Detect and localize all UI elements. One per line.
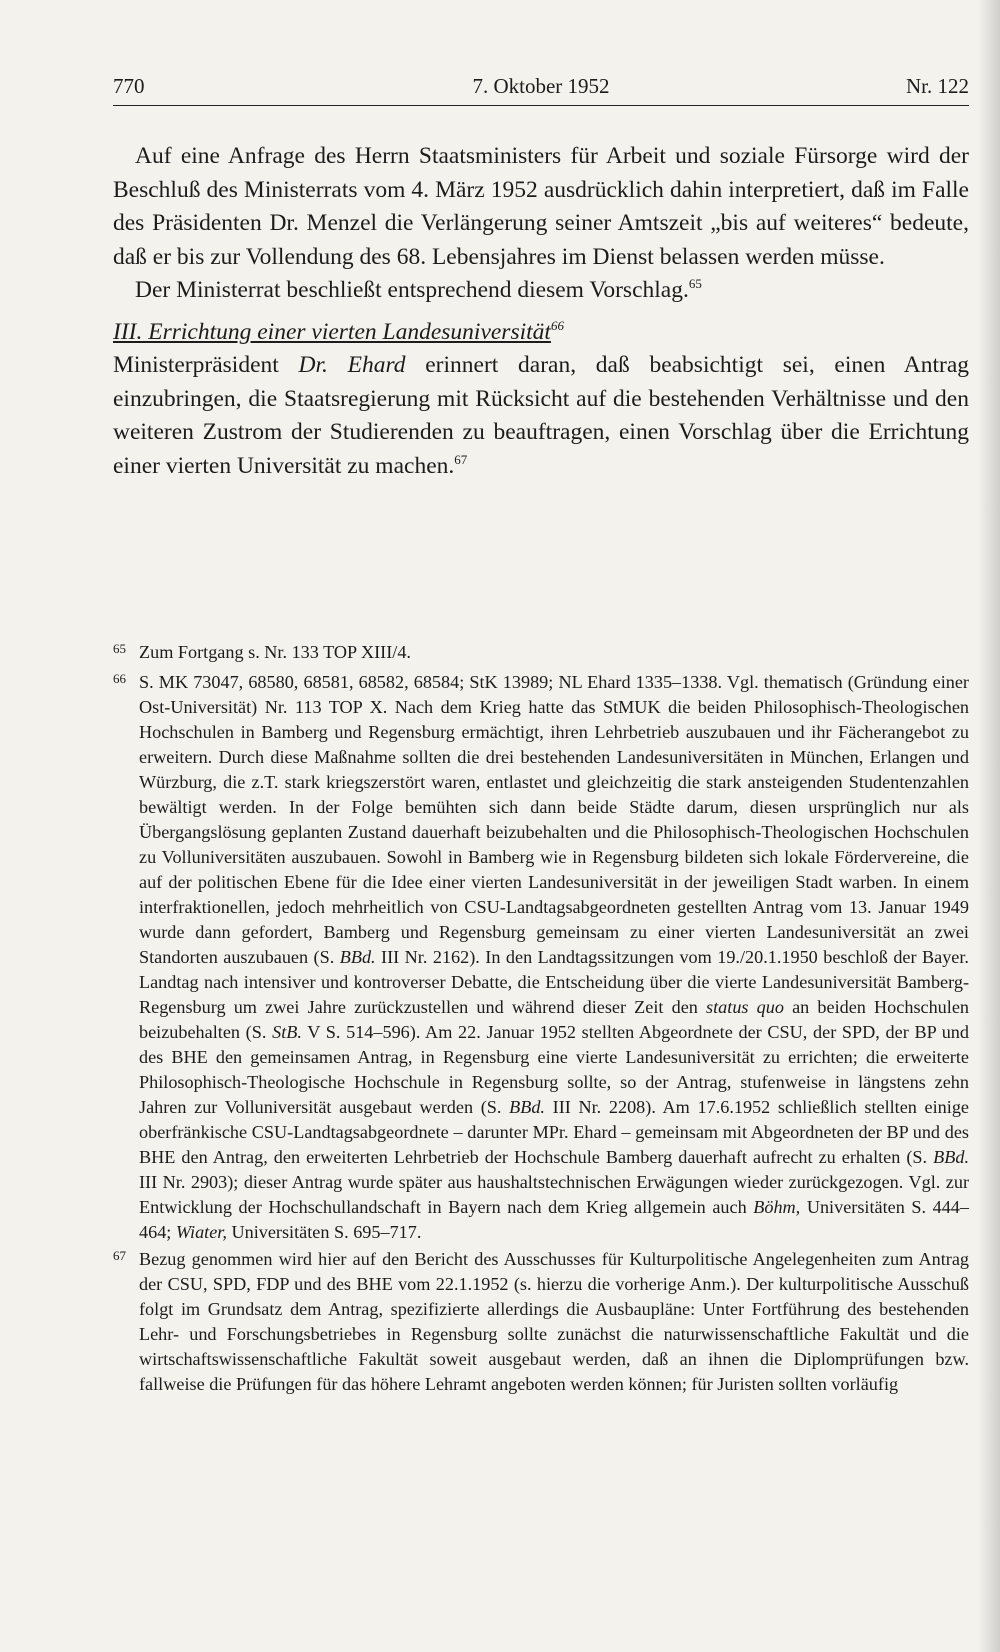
footnote-number: 66 bbox=[113, 671, 126, 686]
footnote-ref-65[interactable]: 65 bbox=[688, 276, 702, 292]
paragraph-ehard bbox=[113, 349, 969, 483]
paragraph-text: Der Ministerrat beschließt entsprechend diesem Vorschlag. bbox=[135, 277, 689, 303]
paragraph-beschluss bbox=[113, 274, 969, 308]
footnote-text: Universitäten S. 444–464; bbox=[139, 1197, 969, 1242]
footnote-number: 65 bbox=[113, 641, 126, 656]
person-name: Dr. Ehard bbox=[298, 352, 406, 378]
footnote-text: an beiden Hochschulen beizubehalten (S. bbox=[139, 997, 969, 1042]
footnote-italic: BBd. bbox=[339, 947, 376, 967]
footnote-italic: BBd. bbox=[933, 1147, 969, 1167]
running-header bbox=[113, 74, 969, 104]
footnote-text: Universitäten S. 695–717. bbox=[226, 1222, 422, 1242]
header-date: 7. Oktober 1952 bbox=[472, 74, 610, 98]
footnote-italic: status quo bbox=[706, 997, 784, 1017]
page-edge-shadow bbox=[978, 0, 1000, 1652]
footnotes bbox=[113, 640, 969, 1397]
page-number: 770 bbox=[113, 74, 145, 98]
footnote-number: 67 bbox=[113, 1248, 126, 1263]
paragraph-text: Auf eine Anfrage des Herrn Staatsministers für Arbeit und soziale Fürsorge wird der Beschluß des Ministerrats vom 4. März 1952 ausdrücklich dahin interpretiert, daß im Falle des Präsidenten Dr. Menzel die Verlängerung seiner Amtszeit „bis auf weiteres“ bedeute, daß er bis zur Vollendung des 68. Lebensjahres im Dienst belassen werden müsse. bbox=[113, 143, 969, 270]
footnote-text: III Nr. 2208). Am 17.6.1952 schließlich stellten einige oberfränkische CSU-Landtagsabgeordnete – darunter MPr. Ehard – gemeinsam mit Abgeordneten der BP und des BHE den Antrag, den erweiterten Lehrbetrieb der Hochschule Bamberg dauerhaft aufrecht zu erhalten (S. bbox=[139, 1097, 969, 1167]
footnote-65 bbox=[113, 640, 969, 665]
main-text bbox=[113, 140, 969, 483]
footnote-67 bbox=[113, 1247, 969, 1397]
section-heading-text: III. Errichtung einer vierten Landesuniversität bbox=[113, 318, 551, 345]
footnote-italic: Böhm, bbox=[753, 1197, 801, 1217]
paragraph-text: Ministerpräsident bbox=[113, 352, 299, 378]
footnote-italic: StB. bbox=[272, 1022, 302, 1042]
footnote-ref-66[interactable]: 66 bbox=[550, 317, 564, 333]
footnote-text: III Nr. 2903); dieser Antrag wurde später aus haushaltstechnischen Erwägungen wieder zurückgezogen. Vgl. zur Entwicklung der Hochschullandschaft in Bayern nach dem Krieg allgemein auch bbox=[139, 1172, 969, 1217]
header-rule bbox=[113, 105, 969, 106]
footnote-ref-67[interactable]: 67 bbox=[454, 451, 468, 467]
footnote-italic: Wiater, bbox=[175, 1222, 227, 1242]
paragraph-text: erinnert daran, daß beabsichtigt sei, einen Antrag einzubringen, die Staatsregierung mit Rücksicht auf die bestehenden Verhältnisse und den weiteren Zustrom der Studierenden zu beauftragen, einen Vorschlag über die Errichtung einer vierten Universität zu machen. bbox=[113, 352, 969, 479]
footnote-text: Zum Fortgang s. Nr. 133 TOP XIII/4. bbox=[139, 642, 411, 662]
paragraph-fuersorge bbox=[113, 140, 969, 274]
footnote-text: S. MK 73047, 68580, 68581, 68582, 68584; StK 13989; NL Ehard 1335–1338. Vgl. thematisch (Gründung einer Ost-Universität) Nr. 113 TOP X. Nach dem Krieg hatte das StMUK die beiden Philosophisch-Theologischen Hochschulen in Bamberg und Regensburg ermächtigt, ihren Lehrbetrieb auszubauen und ihr Fächerangebot zu erweitern. Durch diese Maßnahme sollten die drei bestehenden Landesuniversitäten in München, Erlangen und Würzburg, die z.T. stark kriegszerstört waren, entlastet und gleichzeitig die stark ansteigenden Studentenzahlen bewältigt werden. In der Folge bemühten sich dann beide Städte darum, diesen ursprünglich nur als Übergangslösung geplanten Zustand dauerhaft beizubehalten und die Philosophisch-Theologischen Hochschulen zu Volluniversitäten auszubauen. Sowohl in Bamberg wie in Regensburg bildeten sich lokale Fördervereine, die auf der politischen Ebene für die Idee einer vierten Landesuniversität in der jeweiligen Stadt warben. In einem interfraktionellen, jedoch mehrheitlich von CSU-Landtagsabgeordneten gestellten Antrag vom 13. Januar 1949 wurde dann gefordert, Bamberg und Regensburg gemeinsam zu einer vierten Landesuniversität an zwei Standorten auszubauen (S. bbox=[139, 672, 969, 967]
header-issue-number: Nr. 122 bbox=[906, 74, 969, 98]
section-heading bbox=[113, 316, 969, 350]
footnote-italic: BBd. bbox=[509, 1097, 545, 1117]
footnote-66 bbox=[113, 670, 969, 1245]
footnote-text: III Nr. 2162). In den Landtagssitzungen vom 19./20.1.1950 beschloß der Bayer. Landtag nach intensiver und kontroverser Debatte, die Entscheidung über die vierte Landesuniversität Bamberg-Regensburg um zwei Jahre zurückzustellen und während dieser Zeit den bbox=[139, 947, 969, 1017]
footnote-text: Bezug genommen wird hier auf den Bericht des Ausschusses für Kulturpolitische Angelegenheiten zum Antrag der CSU, SPD, FDP und des BHE vom 22.1.1952 (s. hierzu die vorherige Anm.). Der kulturpolitische Ausschuß folgt im Grundsatz dem Antrag, spezifizierte allerdings die Ausbaupläne: Unter Fortführung des bestehenden Lehr- und Forschungsbetriebes in Regensburg sollte zunächst die naturwissenschaftliche Fakultät und die wirtschaftswissenschaftliche Fakultät soweit ausgebaut werden, daß an ihnen die Diplomprüfungen bzw. fallweise die Prüfungen für das höhere Lehramt angeboten werden können; für Juristen sollten vorläufig bbox=[139, 1249, 969, 1394]
footnote-text: V S. 514–596). Am 22. Januar 1952 stellten Abgeordnete der CSU, der SPD, der BP und des BHE den gemeinsamen Antrag, in Regensburg eine vierte Landesuniversität zu errichten; die erweiterte Philosophisch-Theologische Hochschule in Regensburg sollte, so der Antrag, stufenweise in längstens zehn Jahren zur Volluniversität ausgebaut werden (S. bbox=[139, 1022, 969, 1117]
